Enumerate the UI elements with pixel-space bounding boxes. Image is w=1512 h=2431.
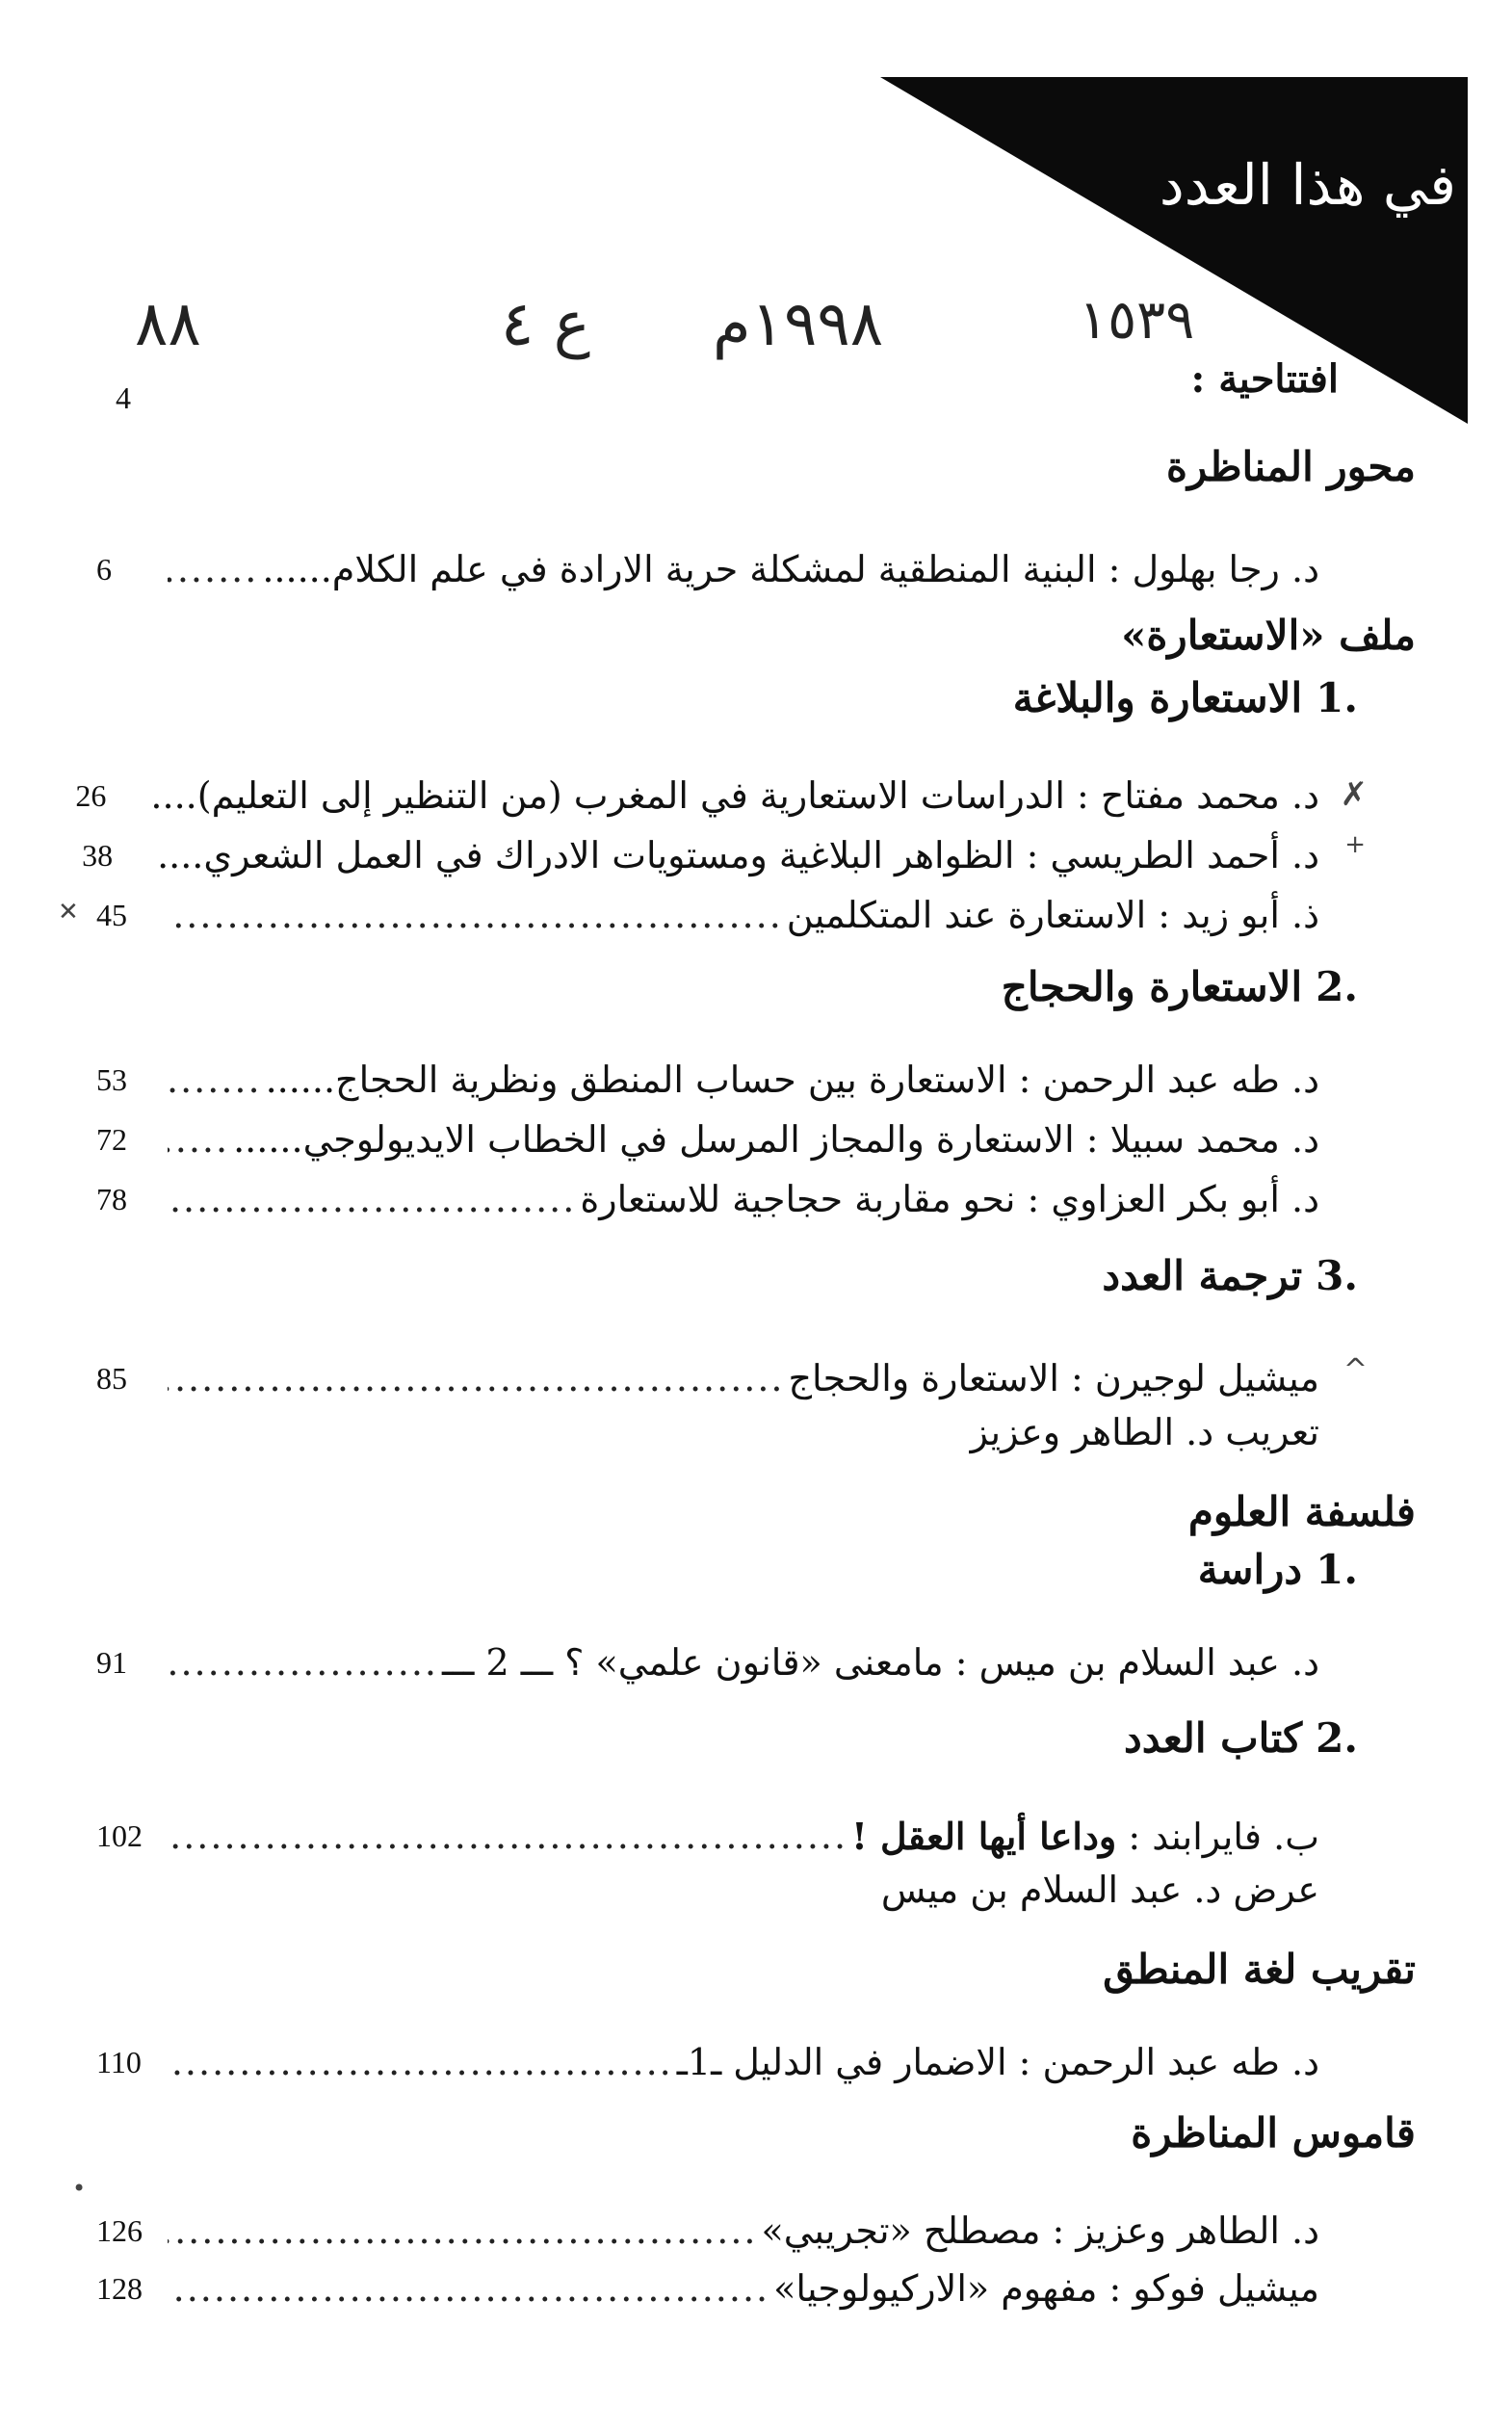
- toc-entry[interactable]: [96, 1811, 1319, 1861]
- toc-entry[interactable]: [96, 1055, 1319, 1105]
- toc-entry-text: ذ. أبو زيد : الاستعارة عند المتكلمين: [786, 894, 1319, 936]
- handwritten-note-1: ٨٨: [135, 289, 201, 360]
- dot-mark-icon: •: [72, 2175, 87, 2202]
- leader-dots: [168, 1815, 847, 1857]
- subsection-number: .1: [1316, 674, 1358, 721]
- subsection-title: [1198, 1546, 1358, 1593]
- subsection-label: الاستعارة والحجاج: [1001, 963, 1303, 1010]
- section-mantiq-title: تقريب لغة المنطق: [1103, 1946, 1416, 1993]
- pen-mark-icon: ✗: [1340, 775, 1368, 814]
- subsection-title: [1002, 963, 1358, 1010]
- toc-entry-text: [851, 1815, 1319, 1858]
- toc-entry[interactable]: [96, 1174, 1319, 1224]
- subsection-label: كتاب العدد: [1124, 1714, 1303, 1762]
- toc-entry[interactable]: [96, 1114, 1319, 1164]
- leader-dots: [168, 2267, 769, 2310]
- leader-dots: [168, 894, 783, 936]
- toc-entry-page: 26: [75, 777, 107, 813]
- toc-entry-text: ميشيل فوكو : مفهوم «الاركيولوجيا»: [773, 2267, 1319, 2310]
- subsection-number: .2: [1316, 1714, 1358, 1762]
- issue-title: في هذا العدد: [1159, 152, 1456, 218]
- toc-entry-text: د. محمد سبيلا : الاستعارة والمجاز المرسل في الخطاب الايديولوجي......: [233, 1118, 1319, 1161]
- subsection-title: [1102, 1252, 1358, 1299]
- subsection-title: [1124, 1714, 1358, 1762]
- subsection-label: ترجمة العدد: [1102, 1252, 1303, 1299]
- toc-entry-page: 102: [96, 1817, 143, 1853]
- book-title: وداعا أيها العقل !: [851, 1814, 1117, 1858]
- leader-dots: [168, 1118, 229, 1161]
- toc-entry-page: 78: [96, 1181, 127, 1216]
- toc-entry-page: 126: [96, 2212, 143, 2248]
- toc-entry-page: 6: [96, 551, 112, 587]
- toc-entry-page: 38: [82, 837, 114, 873]
- translator-note: تعريب د. الطاهر وعزيز: [970, 1411, 1319, 1453]
- review-note: عرض د. عبد السلام بن ميس: [880, 1869, 1319, 1911]
- toc-entry-page: 45: [96, 897, 127, 932]
- toc-entry[interactable]: [96, 2263, 1319, 2313]
- toc-entry-page: 85: [96, 1360, 127, 1396]
- toc-entry[interactable]: [96, 2037, 1319, 2087]
- toc-entry[interactable]: [96, 2206, 1319, 2256]
- handwritten-note-2: ع ٤: [501, 289, 590, 360]
- toc-entry[interactable]: [82, 830, 1319, 880]
- intro-page: 4: [116, 380, 131, 415]
- leader-dots: [168, 1641, 438, 1684]
- leader-dots: [168, 2209, 758, 2252]
- subsection-number: .2: [1316, 963, 1358, 1010]
- leader-dots: [168, 2041, 673, 2083]
- toc-entry[interactable]: [75, 771, 1319, 821]
- toc-entry-page: 72: [96, 1121, 127, 1157]
- toc-entry-text: د. رجا بهلول : البنية المنطقية لمشكلة حرية الارادة في علم الكلام......: [262, 548, 1319, 590]
- toc-entry-text: د. طه عبد الرحمن : الاضمار في الدليل ـ1ـ: [676, 2041, 1319, 2083]
- toc-entry-page: 91: [96, 1644, 127, 1680]
- handwritten-note-4: ١٥٣٩: [1079, 289, 1195, 352]
- subsection-number: .3: [1316, 1252, 1358, 1299]
- toc-entry[interactable]: [96, 1353, 1319, 1403]
- leader-dots: [168, 1178, 576, 1220]
- subsection-label: دراسة: [1197, 1546, 1303, 1593]
- toc-entry-page: 110: [96, 2044, 142, 2079]
- handwritten-note-3: ١٩٩٨م: [713, 289, 884, 360]
- leader-dots: [168, 1357, 785, 1399]
- toc-entry[interactable]: [96, 890, 1319, 940]
- toc-entry-text: د. محمد مفتاح : الدراسات الاستعارية في المغرب (من التنظير إلى التعليم)....: [150, 774, 1319, 817]
- toc-entry-text: د. أحمد الطريسي : الظواهر البلاغية ومستويات الادراك في العمل الشعري....: [157, 834, 1319, 876]
- section-qamus-title: قاموس المناظرة: [1131, 2109, 1416, 2157]
- pen-mark-icon: ✕: [58, 898, 79, 927]
- toc-entry-page: 128: [96, 2270, 143, 2306]
- toc-entry-text: ميشيل لوجيرن : الاستعارة والحجاج: [788, 1357, 1319, 1399]
- section-munazara-title: محور المناظرة: [1165, 443, 1416, 490]
- toc-entry[interactable]: [96, 1637, 1319, 1687]
- corner-banner: [880, 77, 1468, 424]
- subsection-title: [1013, 674, 1358, 721]
- leader-dots: [168, 1059, 262, 1101]
- toc-entry-text: د. طه عبد الرحمن : الاستعارة بين حساب المنطق ونظرية الحجاج......: [265, 1059, 1319, 1101]
- book-author: ب. فايرابند :: [1128, 1815, 1319, 1858]
- section-falsafa-title: فلسفة العلوم: [1187, 1488, 1416, 1535]
- pen-mark-icon: ^: [1343, 1353, 1368, 1387]
- toc-entry-text: د. الطاهر وعزيز : مصطلح «تجريبي»: [761, 2209, 1319, 2252]
- leader-dots: [168, 548, 258, 590]
- intro-label: افتتاحية :: [1190, 356, 1339, 402]
- section-istiara-title: ملف «الاستعارة»: [1121, 612, 1416, 659]
- toc-entry[interactable]: [96, 544, 1319, 594]
- subsection-number: .1: [1316, 1546, 1358, 1593]
- pen-mark-icon: +: [1344, 830, 1366, 859]
- toc-entry-page: 53: [96, 1061, 127, 1097]
- subsection-label: الاستعارة والبلاغة: [1012, 674, 1303, 721]
- toc-entry-text: د. أبو بكر العزاوي : نحو مقاربة حجاجية للاستعارة: [580, 1178, 1319, 1220]
- toc-entry-text: د. عبد السلام بن ميس : مامعنى «قانون علمي» ؟ ـــ 2 ـــ: [441, 1641, 1319, 1684]
